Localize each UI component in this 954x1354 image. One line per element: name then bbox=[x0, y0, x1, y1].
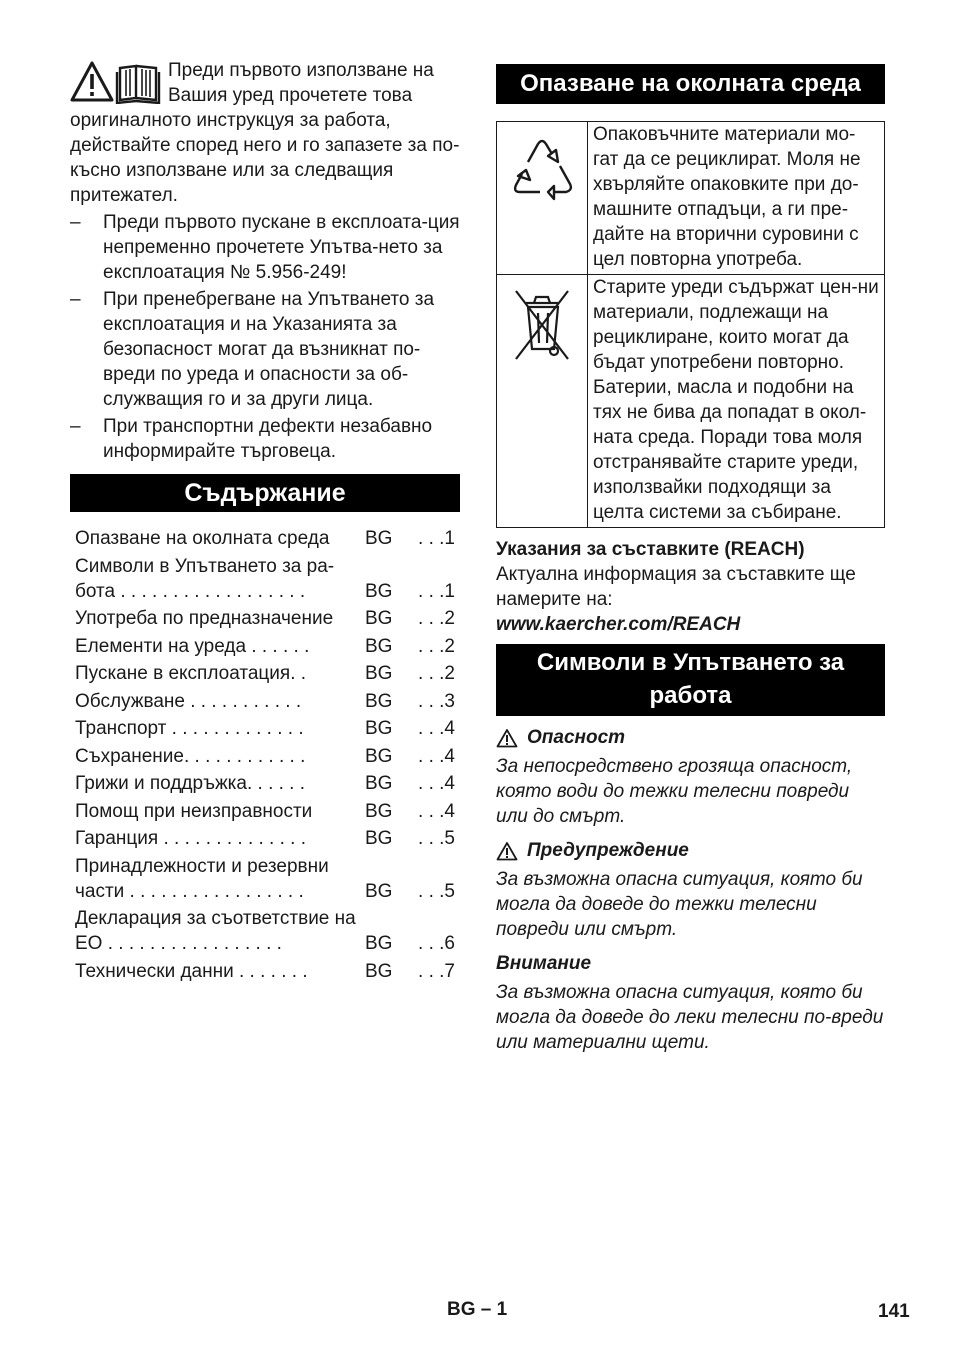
caution-text: За възможна опасна ситуация, която би могла да доведе до леки телесни по-вреди или материални щети. bbox=[496, 982, 884, 1053]
toc-row[interactable]: Съхранение. . . . . . . . . . . . BG . . .4 bbox=[75, 745, 455, 767]
footer-section-label: BG – 1 bbox=[447, 1299, 508, 1320]
warning-read-manual-icon bbox=[70, 60, 162, 104]
table-row bbox=[497, 275, 885, 528]
warning-text: За възможна опасна ситуация, която би могла да доведе до тежки телесни повреди или смърт. bbox=[496, 869, 863, 940]
danger-text: За непосредствено грозяща опасност, която води до тежки телесни повреди или до смърт. bbox=[496, 756, 853, 827]
toc-row[interactable]: Опазване на околната среда BG . . .1 bbox=[75, 528, 455, 549]
danger-title: Опасност bbox=[496, 725, 885, 750]
environment-table bbox=[496, 121, 885, 528]
table-row bbox=[497, 122, 885, 275]
symbols-heading: Символи в Упътването за работа bbox=[496, 644, 885, 716]
environment-row-text: Старите уреди съдържат цен-ни материали, подлежащи на рециклиране, които могат да бъдат употребени повторно. Батерии, масла и подобни на тях не бива да попадат в окол-ната среда. Поради това моля отстранявайте старите уреди, използвайки подходящи за целта системи за събиране. bbox=[588, 275, 885, 528]
toc-row[interactable]: Обслужване . . . . . . . . . . . BG . . .3 bbox=[75, 690, 455, 712]
list-item: – При пренебрегване на Упътването за експлоатация и на Указанията за безопасност могат да възникнат по-вреди по уреда и опасности за об-служващия го и за други лица. bbox=[70, 289, 435, 410]
left-column bbox=[70, 58, 460, 986]
warning-triangle-icon bbox=[496, 841, 518, 861]
reach-title: Указания за съставките (REACH) bbox=[496, 539, 805, 560]
environment-row-text: Опаковъчните материали мо-гат да се рециклират. Моля не хвърляйте опаковките при до-машните отпадъци, а ги пре-дайте на вторични суровини с цел повторна употреба. bbox=[588, 122, 885, 275]
intro-text: Преди първото използване на Вашия уред прочетете това оригиналното инструкцуя за работа, действайте според него и го запазете за по-късно използване или за следващия притежател. bbox=[70, 60, 460, 206]
intro-block bbox=[70, 58, 460, 208]
crossed-bin-icon bbox=[510, 285, 574, 365]
right-column bbox=[496, 64, 885, 1055]
reach-link[interactable]: www.kaercher.com/REACH bbox=[496, 614, 741, 635]
warning-title: Предупреждение bbox=[496, 838, 885, 863]
environment-heading: Опазване на околната среда bbox=[496, 64, 885, 104]
intro-bullet-list bbox=[70, 210, 460, 464]
caution-title: Внимание bbox=[496, 953, 592, 974]
toc-row[interactable]: Грижи и поддръжка. . . . . . BG . . .4 bbox=[75, 773, 455, 794]
toc-row[interactable]: Символи в Упътването за ра-бота . . . . . . . . . . . . . . . . . . BG . . .1 bbox=[75, 555, 455, 602]
toc-row[interactable]: Гаранция . . . . . . . . . . . . . . BG . . .5 bbox=[75, 828, 455, 849]
toc-row[interactable]: Пускане в експлоатация. . BG . . .2 bbox=[75, 663, 455, 684]
toc-row[interactable]: Употреба по предназначение BG . . .2 bbox=[75, 608, 455, 629]
toc-row[interactable]: Принадлежности и резервни части . . . . . . . . . . . . . . . . . BG . . .5 bbox=[75, 855, 455, 902]
toc-row[interactable]: Технически данни . . . . . . . BG . . .7 bbox=[75, 960, 455, 982]
toc-row[interactable]: Декларация за съответствие на ЕО . . . . . . . . . . . . . . . . . BG . . .6 bbox=[75, 908, 455, 954]
table-of-contents bbox=[75, 526, 460, 984]
toc-row[interactable]: Елементи на уреда . . . . . . BG . . .2 bbox=[75, 635, 455, 657]
toc-heading: Съдържание bbox=[70, 474, 460, 512]
list-item: – Преди първото пускане в експлоата-ция непременно прочетете Упътва-нето за експлоатация № 5.956-249! bbox=[70, 212, 460, 283]
warning-triangle-icon bbox=[496, 728, 518, 748]
list-item: – При транспортни дефекти незабавно информирайте търговеца. bbox=[70, 416, 433, 462]
toc-row[interactable]: Помощ при неизправности BG . . .4 bbox=[75, 800, 455, 822]
recycle-icon bbox=[504, 132, 580, 212]
footer-page-number: 141 bbox=[878, 1301, 910, 1322]
toc-row[interactable]: Транспорт . . . . . . . . . . . . . BG . . .4 bbox=[75, 718, 455, 739]
reach-text: Актуална информация за съставките ще намерите на: bbox=[496, 564, 856, 610]
